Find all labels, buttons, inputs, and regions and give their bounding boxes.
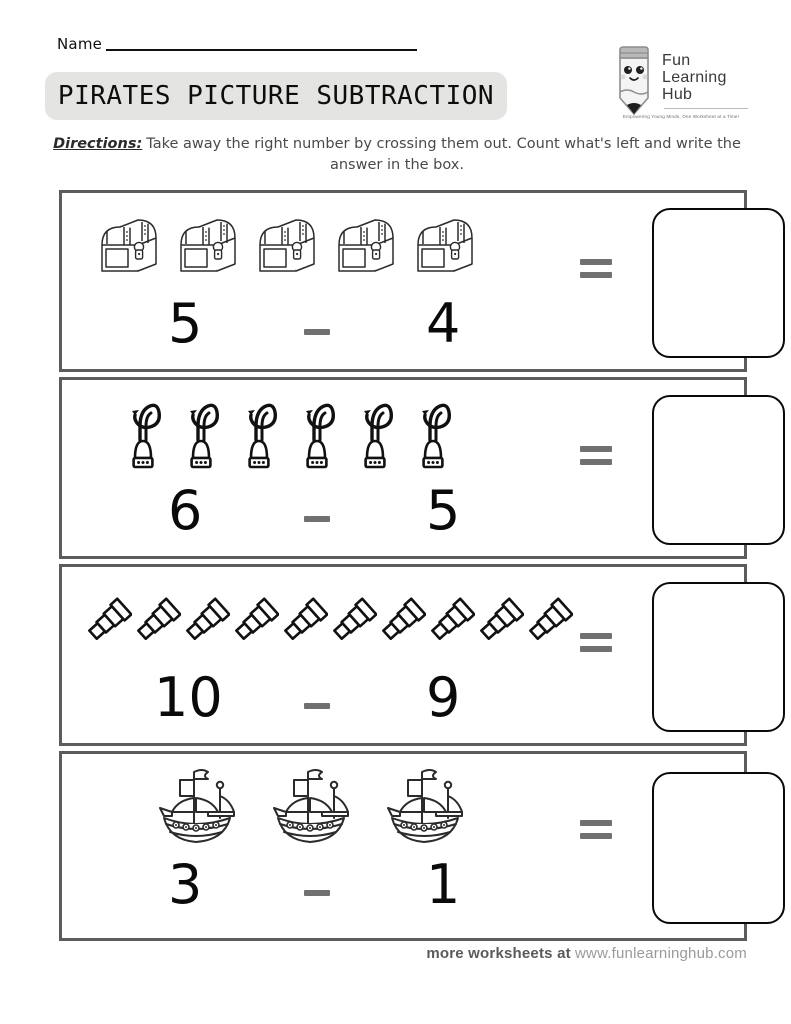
- subtrahend-4: 1: [426, 853, 461, 916]
- pirate-hook-icon[interactable]: [178, 396, 222, 472]
- icon-group-pirate-hook: [76, 388, 572, 480]
- pencil-character-icon: [610, 46, 658, 118]
- telescope-icon[interactable]: [282, 593, 328, 649]
- answer-box-2[interactable]: [652, 395, 785, 545]
- problem-row-3: [59, 564, 747, 746]
- treasure-chest-icon[interactable]: [410, 215, 482, 279]
- minus-sign-icon: [304, 516, 330, 522]
- telescope-icon[interactable]: [478, 593, 524, 649]
- title-banner: [45, 72, 507, 120]
- answer-box-3[interactable]: [652, 582, 785, 732]
- logo-line-1: Fun: [662, 52, 691, 69]
- minuend-1: 5: [168, 292, 203, 355]
- subtrahend-3: 9: [426, 666, 461, 729]
- directions-text: Take away the right number by crossing them out. Count what's left and write the answer in the box.: [146, 136, 741, 173]
- treasure-chest-icon[interactable]: [94, 215, 166, 279]
- treasure-chest-icon[interactable]: [331, 215, 403, 279]
- name-label: Name: [57, 35, 103, 53]
- pirate-hook-icon[interactable]: [352, 396, 396, 472]
- logo-line-3: Hub: [662, 86, 693, 103]
- problem-row-4: [59, 751, 747, 941]
- problem-list: [59, 190, 747, 946]
- pirate-hook-icon[interactable]: [410, 396, 454, 472]
- problem-row-1: [59, 190, 747, 372]
- pirate-hook-icon[interactable]: [236, 396, 280, 472]
- equals-sign-icon: [580, 259, 612, 281]
- page-title: PIRATES PICTURE SUBTRACTION: [57, 81, 495, 111]
- footer: [59, 945, 747, 962]
- telescope-icon[interactable]: [527, 593, 573, 649]
- icon-group-pirate-ship: [76, 762, 602, 854]
- name-field-row: [57, 30, 417, 54]
- telescope-icon[interactable]: [429, 593, 475, 649]
- equals-sign-icon: [580, 446, 612, 468]
- logo-wordmark: [662, 52, 754, 103]
- footer-url[interactable]: www.funlearninghub.com: [575, 945, 747, 962]
- equation-3: [76, 663, 528, 737]
- pirate-ship-icon[interactable]: [378, 766, 470, 850]
- telescope-icon[interactable]: [233, 593, 279, 649]
- directions: [52, 134, 742, 176]
- subtrahend-1: 4: [426, 292, 461, 355]
- treasure-chest-icon[interactable]: [173, 215, 245, 279]
- pirate-ship-icon[interactable]: [150, 766, 242, 850]
- answer-box-1[interactable]: [652, 208, 785, 358]
- treasure-chest-icon[interactable]: [252, 215, 324, 279]
- name-write-line[interactable]: [106, 49, 417, 51]
- telescope-icon[interactable]: [86, 593, 132, 649]
- equals-sign-icon: [580, 633, 612, 655]
- pirate-ship-icon[interactable]: [264, 766, 356, 850]
- answer-box-4[interactable]: [652, 772, 785, 924]
- pirate-hook-icon[interactable]: [294, 396, 338, 472]
- telescope-icon[interactable]: [135, 593, 181, 649]
- equation-2: [76, 476, 528, 550]
- minus-sign-icon: [304, 890, 330, 896]
- brand-logo: [604, 46, 754, 130]
- minus-sign-icon: [304, 329, 330, 335]
- problem-row-2: [59, 377, 747, 559]
- logo-divider: [664, 108, 748, 109]
- equation-4: [76, 850, 528, 924]
- footer-label: more worksheets at: [426, 945, 571, 962]
- pirate-hook-icon[interactable]: [120, 396, 164, 472]
- subtrahend-2: 5: [426, 479, 461, 542]
- telescope-icon[interactable]: [184, 593, 230, 649]
- minuend-3: 10: [154, 666, 223, 729]
- telescope-icon[interactable]: [380, 593, 426, 649]
- logo-tagline: Empowering Young Minds, One Worksheet at a Time!: [622, 114, 740, 119]
- equals-sign-icon: [580, 820, 612, 842]
- minus-sign-icon: [304, 703, 330, 709]
- equation-1: [76, 289, 528, 363]
- icon-group-treasure-chest: [76, 201, 546, 293]
- minuend-4: 3: [168, 853, 203, 916]
- minuend-2: 6: [168, 479, 203, 542]
- directions-label: Directions:: [53, 136, 143, 152]
- telescope-icon[interactable]: [331, 593, 377, 649]
- logo-line-2: Learning: [662, 69, 727, 86]
- icon-group-telescope: [76, 575, 538, 667]
